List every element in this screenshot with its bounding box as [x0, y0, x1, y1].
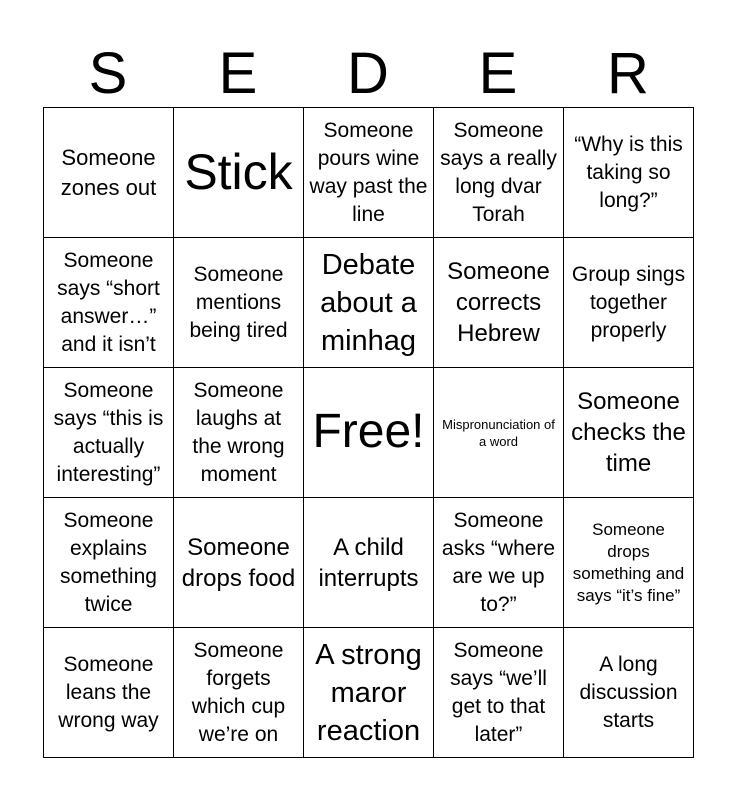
bingo-cell[interactable] [434, 238, 564, 368]
cell-text: Someone asks “where are we up to?” [441, 508, 556, 616]
cell-text: Someone says “short answer…” and it isn’t [57, 248, 160, 356]
cell-text: Debate about a minhag [320, 248, 417, 357]
bingo-cell[interactable] [44, 368, 174, 498]
bingo-cell[interactable] [564, 108, 694, 238]
bingo-cell[interactable] [44, 628, 174, 758]
cell-text: Someone says “we’ll get to that later” [450, 638, 547, 746]
bingo-cell[interactable] [564, 238, 694, 368]
cell-text: Someone forgets which cup we’re on [191, 638, 286, 746]
cell-text: Someone mentions being tired [189, 262, 288, 342]
bingo-cell[interactable] [174, 498, 304, 628]
cell-text: Someone drops food [181, 533, 296, 592]
header-letter-e2: E [478, 41, 518, 106]
cell-text: Stick [184, 144, 293, 200]
cell-text: Someone pours wine way past the line [309, 118, 428, 226]
bingo-cell[interactable] [174, 108, 304, 238]
cell-text: “Why is this taking so long?” [574, 132, 683, 212]
cell-text: Someone corrects Hebrew [447, 258, 550, 347]
bingo-cell[interactable] [434, 498, 564, 628]
bingo-cell[interactable] [434, 368, 564, 498]
bingo-cell[interactable] [304, 628, 434, 758]
cell-text: Someone says a really long dvar Torah [440, 118, 557, 226]
bingo-cell[interactable] [564, 498, 694, 628]
cell-text: A child interrupts [318, 533, 419, 592]
bingo-cell[interactable] [304, 238, 434, 368]
cell-text: Someone explains something twice [60, 508, 157, 616]
header-letter-s: S [88, 41, 128, 106]
cell-text: A strong maror reaction [315, 638, 422, 747]
bingo-cell[interactable] [564, 628, 694, 758]
bingo-cell[interactable] [564, 368, 694, 498]
bingo-header [43, 40, 693, 108]
header-letter-e: E [218, 41, 258, 106]
bingo-cell[interactable] [304, 108, 434, 238]
bingo-cell[interactable] [44, 108, 174, 238]
cell-text: Mispronunciation of a word [442, 416, 555, 449]
cell-text: Someone drops something and says “it’s fine” [572, 519, 685, 605]
cell-text: Someone leans the wrong way [58, 652, 159, 732]
bingo-cell-free[interactable] [304, 368, 434, 498]
bingo-board [43, 107, 694, 758]
cell-text: A long discussion starts [579, 652, 678, 732]
header-letter-d: D [347, 41, 389, 106]
bingo-cell[interactable] [434, 108, 564, 238]
cell-text: Free! [312, 405, 425, 459]
cell-text: Someone checks the time [571, 388, 686, 477]
bingo-cell[interactable] [44, 498, 174, 628]
bingo-cell[interactable] [174, 368, 304, 498]
bingo-cell[interactable] [174, 238, 304, 368]
header-letter-r: R [607, 41, 649, 106]
cell-text: Someone says “this is actually interesting” [53, 378, 164, 486]
bingo-cell[interactable] [304, 498, 434, 628]
bingo-cell[interactable] [174, 628, 304, 758]
cell-text: Someone laughs at the wrong moment [192, 378, 285, 486]
cell-text: Someone zones out [60, 144, 157, 200]
cell-text: Group sings together properly [571, 262, 686, 342]
bingo-cell[interactable] [434, 628, 564, 758]
bingo-cell[interactable] [44, 238, 174, 368]
